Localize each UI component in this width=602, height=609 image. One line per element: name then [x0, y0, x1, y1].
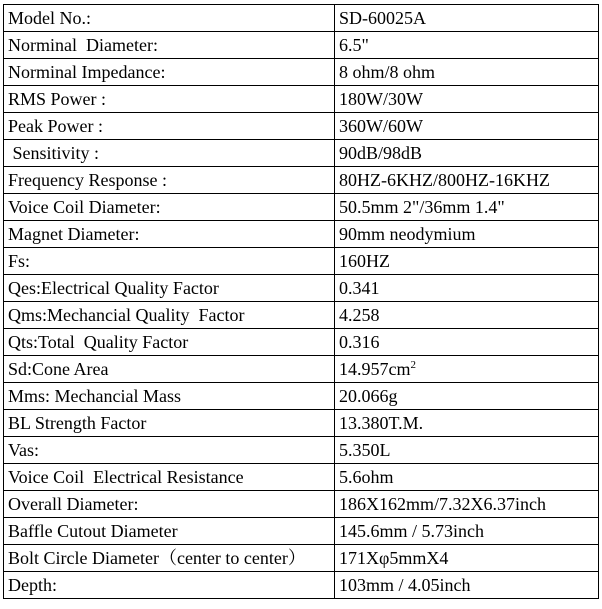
spec-value-superscript: 2 [410, 359, 416, 371]
spec-value [335, 464, 599, 491]
spec-value-text: 0.341 [339, 278, 380, 298]
spec-label [4, 59, 335, 86]
spec-value [335, 437, 599, 464]
spec-label-text: Qms:Mechancial Quality Factor [8, 305, 245, 325]
spec-label-text: Frequency Response : [8, 170, 167, 190]
spec-row [4, 545, 599, 572]
spec-label [4, 410, 335, 437]
spec-label [4, 248, 335, 275]
spec-label-text: Bolt Circle Diameter（center to center） [8, 548, 306, 568]
spec-label [4, 275, 335, 302]
spec-label-text: Voice Coil Diameter: [8, 197, 161, 217]
spec-row [4, 248, 599, 275]
spec-value [335, 383, 599, 410]
spec-label [4, 86, 335, 113]
spec-value-text: 103mm / 4.05inch [339, 575, 471, 595]
spec-label [4, 167, 335, 194]
spec-value-text: SD-60025A [339, 8, 427, 28]
spec-row [4, 140, 599, 167]
spec-value-text: 160HZ [339, 251, 390, 271]
spec-value-text: 360W/60W [339, 116, 423, 136]
spec-value-text: 5.6ohm [339, 467, 394, 487]
spec-row [4, 572, 599, 599]
spec-row [4, 410, 599, 437]
spec-value [335, 491, 599, 518]
spec-value-text: 14.957cm [339, 359, 411, 379]
spec-value [335, 167, 599, 194]
spec-value [335, 545, 599, 572]
spec-value [335, 140, 599, 167]
spec-row [4, 383, 599, 410]
spec-value-text: 8 ohm/8 ohm [339, 62, 436, 82]
spec-row [4, 194, 599, 221]
spec-label [4, 140, 335, 167]
spec-value [335, 221, 599, 248]
spec-value-text: 0.316 [339, 332, 380, 352]
spec-value-text: 186X162mm/7.32X6.37inch [339, 494, 546, 514]
spec-label-text: RMS Power : [8, 89, 107, 109]
spec-value-text: 4.258 [339, 305, 380, 325]
spec-label-text: Qes:Electrical Quality Factor [8, 278, 219, 298]
spec-row [4, 329, 599, 356]
spec-label [4, 356, 335, 383]
spec-label [4, 464, 335, 491]
spec-value-text: 50.5mm 2"/36mm 1.4" [339, 197, 505, 217]
spec-label [4, 383, 335, 410]
spec-value-text: 180W/30W [339, 89, 423, 109]
spec-label [4, 518, 335, 545]
spec-value [335, 275, 599, 302]
spec-label [4, 302, 335, 329]
spec-label [4, 491, 335, 518]
spec-value-text: 13.380T.M. [339, 413, 424, 433]
spec-label-text: Qts:Total Quality Factor [8, 332, 189, 352]
spec-label-text: Depth: [8, 575, 57, 595]
spec-label-text: Sd:Cone Area [8, 359, 109, 379]
spec-value [335, 86, 599, 113]
spec-value [335, 248, 599, 275]
spec-value [335, 356, 599, 383]
spec-label [4, 545, 335, 572]
spec-value-text: 5.350L [339, 440, 391, 460]
spec-value [335, 194, 599, 221]
spec-label-text: Fs: [8, 251, 31, 271]
spec-row [4, 464, 599, 491]
spec-row [4, 491, 599, 518]
spec-value [335, 32, 599, 59]
spec-label [4, 5, 335, 32]
spec-value-text: 90dB/98dB [339, 143, 423, 163]
spec-value [335, 59, 599, 86]
spec-label [4, 194, 335, 221]
spec-label-text: Vas: [8, 440, 39, 460]
spec-value-text: 90mm neodymium [339, 224, 476, 244]
spec-label-text: Baffle Cutout Diameter [8, 521, 178, 541]
spec-row [4, 86, 599, 113]
spec-row [4, 437, 599, 464]
spec-table-body [4, 5, 599, 599]
spec-label [4, 221, 335, 248]
spec-label-text: Peak Power : [8, 116, 103, 136]
spec-label-text: Mms: Mechancial Mass [8, 386, 181, 406]
spec-value-text: 80HZ-6KHZ/800HZ-16KHZ [339, 170, 550, 190]
spec-label [4, 572, 335, 599]
spec-value-text: 20.066g [339, 386, 398, 406]
spec-row [4, 32, 599, 59]
spec-label-text: Overall Diameter: [8, 494, 139, 514]
spec-value [335, 518, 599, 545]
spec-row [4, 5, 599, 32]
spec-label [4, 113, 335, 140]
spec-label [4, 32, 335, 59]
spec-label [4, 437, 335, 464]
spec-value-text: 171Xφ5mmX4 [339, 548, 449, 568]
spec-value [335, 113, 599, 140]
spec-row [4, 518, 599, 545]
spec-value [335, 302, 599, 329]
spec-label-text: BL Strength Factor [8, 413, 147, 433]
spec-label-text: Model No.: [8, 8, 91, 28]
spec-label-text: Norminal Impedance: [8, 62, 166, 82]
spec-label-text: Norminal Diameter: [8, 35, 158, 55]
spec-row [4, 356, 599, 383]
spec-value-text: 6.5" [339, 35, 369, 55]
spec-row [4, 275, 599, 302]
spec-row [4, 113, 599, 140]
spec-label [4, 329, 335, 356]
spec-row [4, 59, 599, 86]
spec-value [335, 329, 599, 356]
spec-value [335, 410, 599, 437]
spec-row [4, 167, 599, 194]
spec-value [335, 5, 599, 32]
spec-row [4, 221, 599, 248]
spec-label-text: Voice Coil Electrical Resistance [8, 467, 244, 487]
speaker-spec-table [3, 4, 599, 599]
spec-value [335, 572, 599, 599]
spec-label-text: Sensitivity : [8, 143, 100, 163]
spec-row [4, 302, 599, 329]
spec-value-text: 145.6mm / 5.73inch [339, 521, 484, 541]
spec-label-text: Magnet Diameter: [8, 224, 140, 244]
